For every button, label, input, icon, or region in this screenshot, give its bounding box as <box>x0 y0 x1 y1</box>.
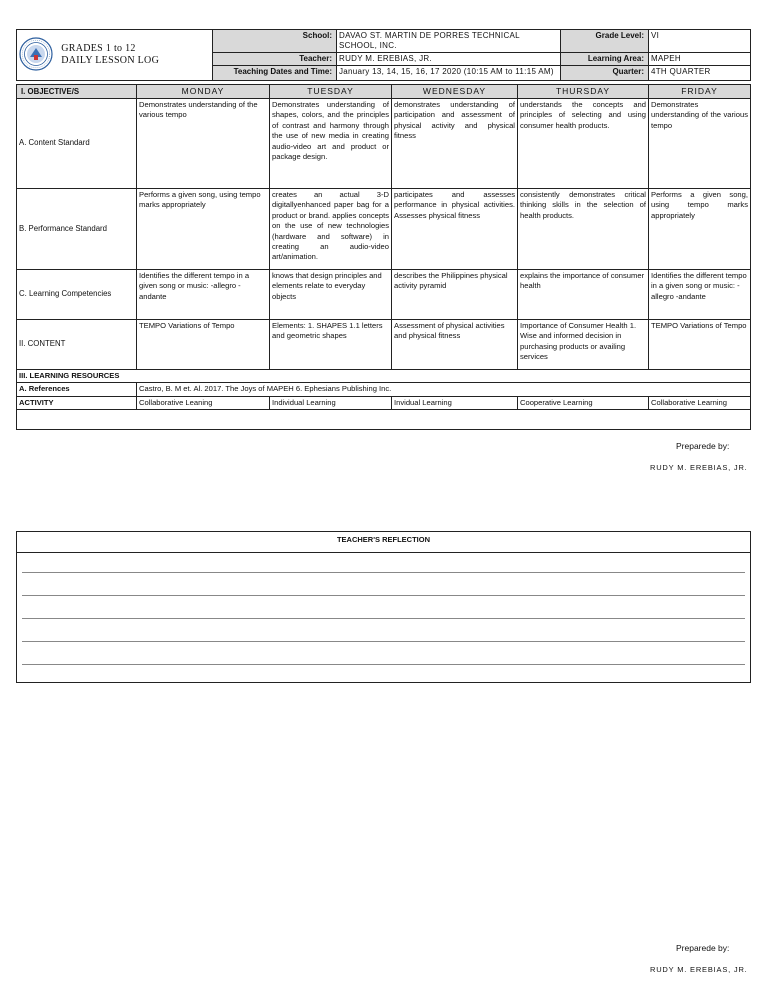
reflection-title: TEACHER'S REFLECTION <box>17 532 750 553</box>
activity-label: ACTIVITY <box>17 396 137 409</box>
reflection-line <box>22 572 745 573</box>
content-standard-thursday: understands the concepts and principles of selecting and using consumer health products. <box>518 99 649 189</box>
performance-standard-friday: Performs a given song, using tempo marks appropriately <box>649 189 751 270</box>
competencies-tuesday: knows that design principles and elements relate to everyday objects <box>270 270 392 320</box>
performance-standard-monday: Performs a given song, using tempo marks appropriately <box>137 189 270 270</box>
content-label: II. CONTENT <box>17 320 137 370</box>
competencies-friday: Identifies the different tempo in a given song or music: -allegro -andante <box>649 270 751 320</box>
content-standard-monday: Demonstrates understanding of the various tempo <box>137 99 270 189</box>
day-thursday: THURSDAY <box>518 85 649 99</box>
competencies-monday: Identifies the different tempo in a given song or music: -allegro -andante <box>137 270 270 320</box>
content-friday: TEMPO Variations of Tempo <box>649 320 751 370</box>
content-tuesday: Elements: 1. SHAPES 1.1 letters and geometric shapes <box>270 320 392 370</box>
blank-row <box>17 410 751 430</box>
prepared-by-name: RUDY M. EREBIAS, JR. <box>650 463 748 472</box>
competencies-label: C. Learning Competencies <box>17 270 137 320</box>
content-monday: TEMPO Variations of Tempo <box>137 320 270 370</box>
content-thursday: Importance of Consumer Health 1. Wise and informed decision in purchasing products or availing services <box>518 320 649 370</box>
content-standard-friday: Demonstrates understanding of the various tempo <box>649 99 751 189</box>
area-label: Learning Area: <box>561 53 649 66</box>
competencies-wednesday: describes the Philippines physical activity pyramid <box>392 270 518 320</box>
objectives-label: I. OBJECTIVE/S <box>17 85 137 99</box>
reflection-line <box>22 664 745 665</box>
deped-seal-icon <box>19 37 53 74</box>
references-value: Castro, B. M et. Al. 2017. The Joys of MAPEH 6. Ephesians Publishing Inc. <box>137 383 751 396</box>
reflection-line <box>22 595 745 596</box>
teacher-value: RUDY M. EREBIAS, JR. <box>337 53 561 66</box>
quarter-label: Quarter: <box>561 66 649 81</box>
performance-standard-label: B. Performance Standard <box>17 189 137 270</box>
content-standard-label: A. Content Standard <box>17 99 137 189</box>
day-tuesday: TUESDAY <box>270 85 392 99</box>
title-line2: DAILY LESSON LOG <box>61 55 160 66</box>
grade-label: Grade Level: <box>561 30 649 53</box>
area-value: MAPEH <box>649 53 751 66</box>
day-wednesday: WEDNESDAY <box>392 85 518 99</box>
activity-tuesday: Individual Learning <box>270 396 392 409</box>
resources-label: III. LEARNING RESOURCES <box>17 370 751 383</box>
teacher-reflection-box <box>16 531 751 683</box>
references-label: A. References <box>17 383 137 396</box>
reflection-line <box>22 618 745 619</box>
prepared-by-label: Preparede by: <box>676 441 730 451</box>
lesson-table <box>16 84 751 430</box>
school-value: DAVAO ST. MARTIN DE PORRES TECHNICAL SCHOOL, INC. <box>337 30 561 53</box>
performance-standard-wednesday: participates and assesses performance in physical activities. Assesses physical fitness <box>392 189 518 270</box>
performance-standard-tuesday: creates an actual 3-D digitallyenhanced paper bag for a product or brand. applies concepts on the use of new technologies (hardware and software) in creating an audio-video art/animation. <box>270 189 392 270</box>
school-label: School: <box>213 30 337 53</box>
grade-value: VI <box>649 30 751 53</box>
day-monday: MONDAY <box>137 85 270 99</box>
content-wednesday: Assessment of physical activities and physical fitness <box>392 320 518 370</box>
prepared-by-name-bottom: RUDY M. EREBIAS, JR. <box>650 965 748 974</box>
activity-thursday: Cooperative Learning <box>518 396 649 409</box>
title-block <box>17 30 213 81</box>
activity-friday: Collaborative Learning <box>649 396 751 409</box>
dates-value: January 13, 14, 15, 16, 17 2020 (10:15 AM to 11:15 AM) <box>337 66 561 81</box>
competencies-thursday: explains the importance of consumer health <box>518 270 649 320</box>
content-standard-tuesday: Demonstrates understanding of shapes, colors, and the principles of contrast and harmony through the use of new media in creating audio-video art and product or package design. <box>270 99 392 189</box>
prepared-by-label-bottom: Preparede by: <box>676 943 730 953</box>
performance-standard-thursday: consistently demonstrates critical thinking skills in the selection of health products. <box>518 189 649 270</box>
title-line1: GRADES 1 to 12 <box>61 43 136 54</box>
content-standard-wednesday: demonstrates understanding of participation and assessment of physical activity and physical fitness <box>392 99 518 189</box>
teacher-label: Teacher: <box>213 53 337 66</box>
header-table <box>16 29 751 81</box>
quarter-value: 4TH QUARTER <box>649 66 751 81</box>
day-friday: FRIDAY <box>649 85 751 99</box>
activity-monday: Collaborative Leaning <box>137 396 270 409</box>
reflection-line <box>22 641 745 642</box>
activity-wednesday: Invidual Learning <box>392 396 518 409</box>
dates-label: Teaching Dates and Time: <box>213 66 337 81</box>
